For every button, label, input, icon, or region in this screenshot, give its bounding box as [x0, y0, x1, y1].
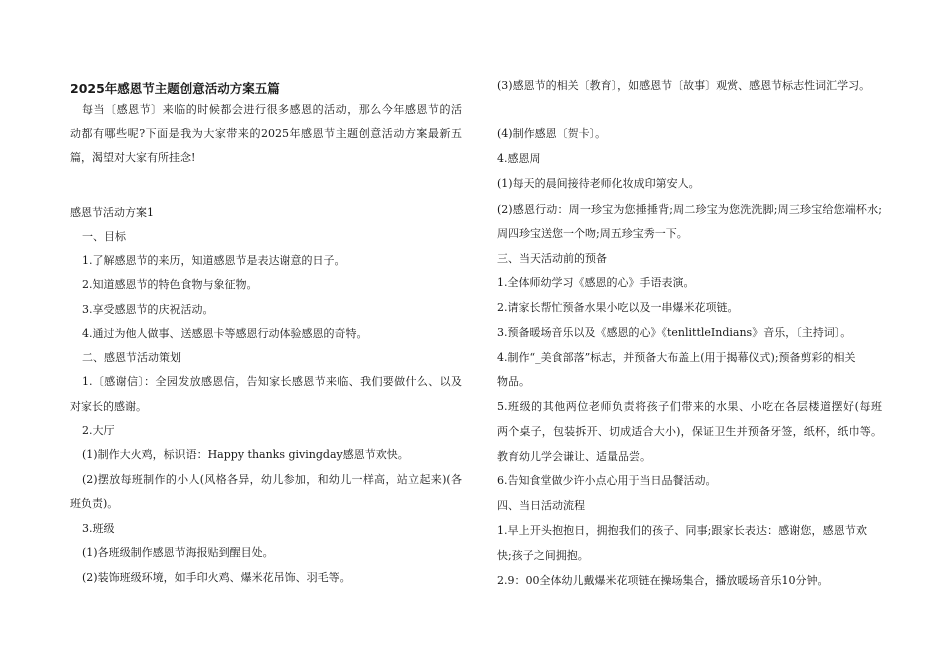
prep-item-2: 2.请家长帮忙预备水果小吃以及一串爆米花项链。 — [497, 301, 739, 314]
plan-item-3-sub-1: (1)各班级制作感恩节海报贴到醒目处。 — [82, 546, 274, 559]
goal-item-3: 3.享受感恩节的庆祝活动。 — [82, 303, 214, 316]
intro-line-3: 篇，渴望对大家有所挂念! — [70, 151, 196, 164]
heading-goals: 一、目标 — [82, 230, 126, 243]
heading-planning: 二、感恩节活动策划 — [82, 351, 181, 364]
prep-item-5-line-1: 5.班级的其他两位老师负责将孩子们带来的水果、小吃在各层楼道摆好(每班 — [497, 400, 882, 413]
section-heading-plan-1: 感恩节活动方案1 — [70, 206, 154, 219]
plan-item-2: 2.大厅 — [82, 424, 115, 437]
prep-item-4-line-2: 物品。 — [497, 375, 530, 388]
prep-item-6: 6.告知食堂做少许小点心用于当日品餐活动。 — [497, 474, 717, 487]
flow-item-1-line-1: 1.早上开头抱抱日，拥抱我们的孩子、同事;跟家长表达：感谢您，感恩节欢 — [497, 524, 867, 537]
intro-line-2: 动都有哪些呢?下面是我为大家带来的2025年感恩节主题创意活动方案最新五 — [70, 127, 462, 140]
plan-item-4-sub-1: (1)每天的晨间接待老师化妆成印第安人。 — [497, 177, 700, 190]
flow-item-1-line-2: 快;孩子之间拥抱。 — [497, 549, 589, 562]
plan-item-4-sub-2-line-2: 周四珍宝送您一个吻;周五珍宝秀一下。 — [497, 227, 688, 240]
plan-item-1-line-2: 对家长的感谢。 — [70, 400, 147, 413]
plan-item-3-sub-4: (4)制作感恩〔贺卡〕。 — [497, 127, 607, 140]
document-title: 2025年感恩节主题创意活动方案五篇 — [70, 81, 280, 96]
plan-item-4-sub-2-line-1: (2)感恩行动：周一珍宝为您捶捶背;周二珍宝为您洗洗脚;周三珍宝给您端杯水; — [497, 203, 882, 216]
plan-item-3-sub-2: (2)装饰班级环境，如手印火鸡、爆米花吊饰、羽毛等。 — [82, 571, 351, 584]
plan-item-2-sub-2-line-2: 班负责)。 — [70, 497, 119, 510]
goal-item-1: 1.了解感恩节的来历，知道感恩节是表达谢意的日子。 — [82, 254, 346, 267]
flow-item-2: 2.9：00全体幼儿戴爆米花项链在操场集合，播放暖场音乐10分钟。 — [497, 574, 829, 587]
prep-item-5-line-3: 教育幼儿学会谦让、适量品尝。 — [497, 450, 651, 463]
plan-item-1-line-1: 1.〔感谢信〕：全园发放感恩信，告知家长感恩节来临、我们要做什么、以及 — [82, 375, 462, 388]
prep-item-1: 1.全体师幼学习《感恩的心》手语表演。 — [497, 276, 695, 289]
prep-item-5-line-2: 两个桌子，包装拆开、切成适合大小)，保证卫生并预备牙签，纸杯，纸巾等。 — [497, 425, 882, 438]
goal-item-4: 4.通过为他人做事、送感恩卡等感恩行动体验感恩的奇特。 — [82, 327, 368, 340]
plan-item-2-sub-2-line-1: (2)摆放每班制作的小人(风格各异，幼儿参加，和幼儿一样高，站立起来)(各 — [82, 473, 462, 486]
heading-day-flow: 四、当日活动流程 — [497, 499, 585, 512]
goal-item-2: 2.知道感恩节的特色食物与象征物。 — [82, 278, 258, 291]
plan-item-2-sub-1: (1)制作大火鸡，标识语：Happy thanks givingday感恩节欢快。 — [82, 448, 409, 461]
plan-item-3: 3.班级 — [82, 522, 115, 535]
intro-line-1: 每当〔感恩节〕来临的时候都会进行很多感恩的活动，那么今年感恩节的活 — [82, 103, 462, 116]
heading-preparation: 三、当天活动前的预备 — [497, 252, 607, 265]
prep-item-4-line-1: 4.制作“_美食部落”标志，并预备大布盖上(用于揭幕仪式);预备剪彩的相关 — [497, 351, 856, 364]
plan-item-3-sub-3: (3)感恩节的相关〔教育〕，如感恩节〔故事〕观赏、感恩节标志性词汇学习。 — [497, 79, 871, 92]
prep-item-3: 3.预备暖场音乐以及《感恩的心》《tenlittleIndians》音乐，〔主持词〕。 — [497, 326, 852, 339]
plan-item-4: 4.感恩周 — [497, 152, 541, 165]
